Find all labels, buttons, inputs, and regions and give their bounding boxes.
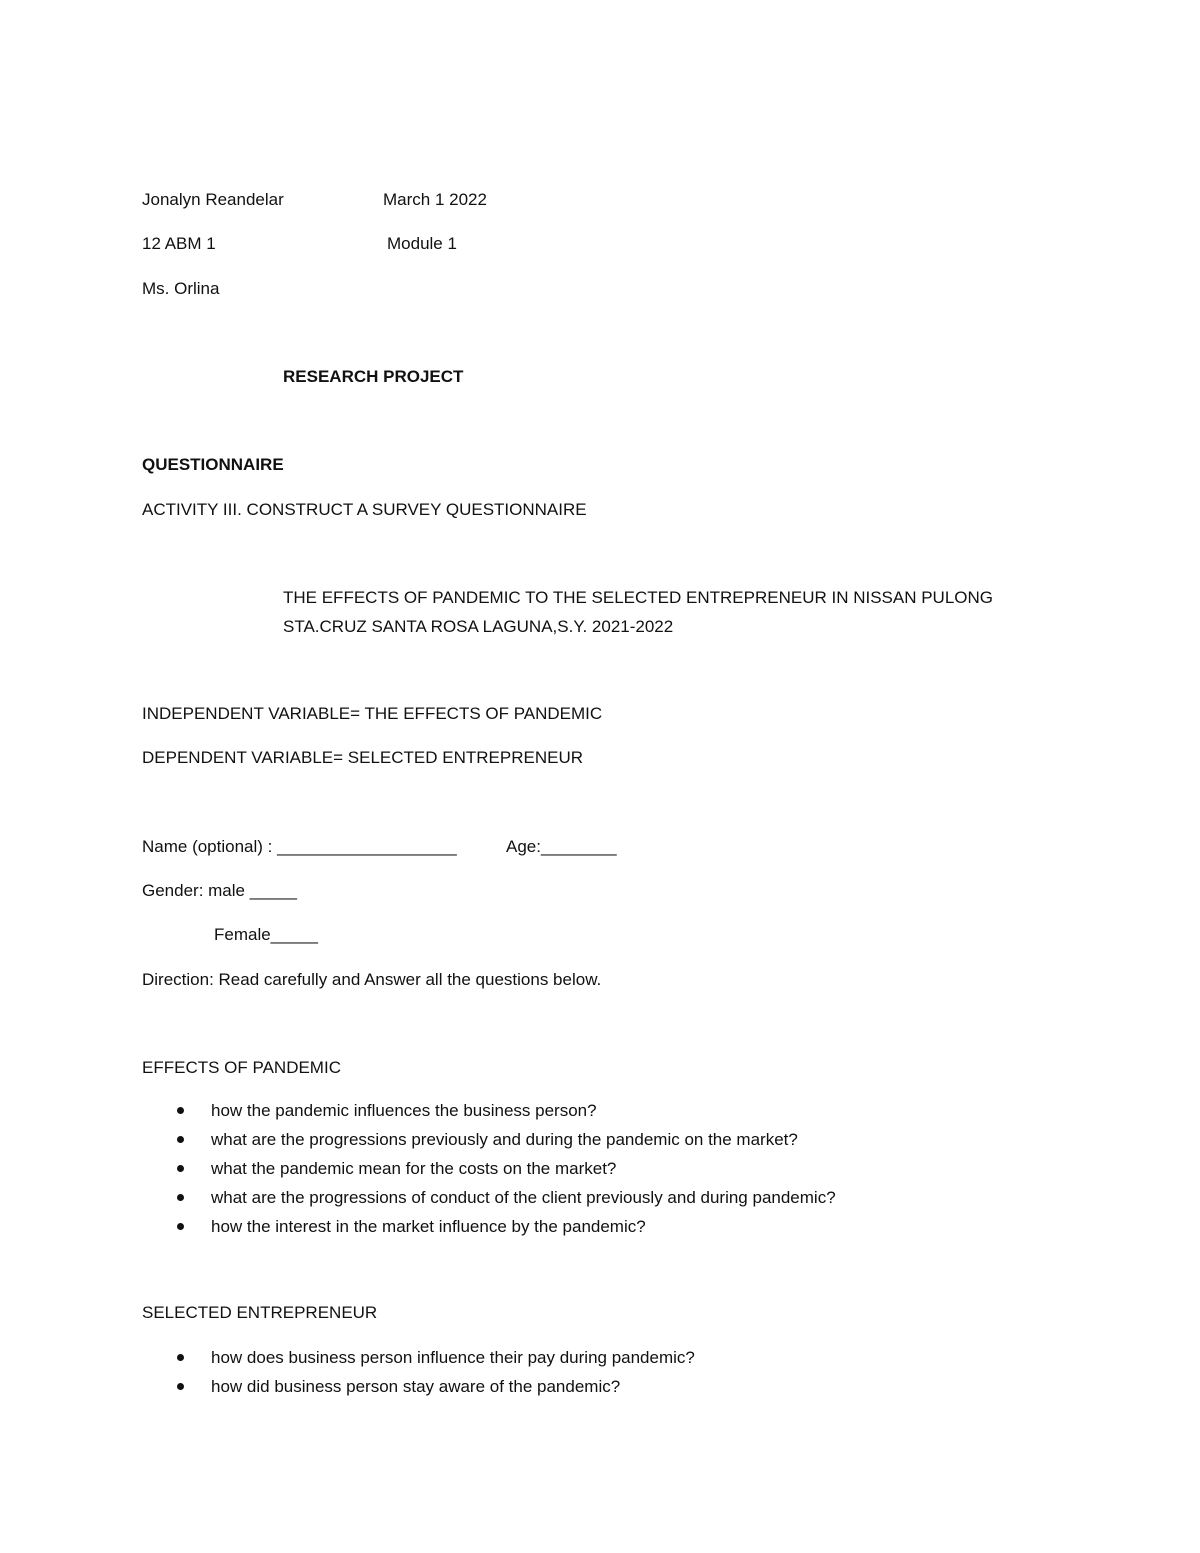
bullet-icon [177, 1354, 184, 1361]
entrepreneur-question-list [142, 1347, 695, 1405]
activity-heading: ACTIVITY III. CONSTRUCT A SURVEY QUESTIONNAIRE [142, 500, 587, 519]
study-title-line-2: STA.CRUZ SANTA ROSA LAGUNA,S.Y. 2021-2022 [283, 617, 674, 636]
section-heading-effects: EFFECTS OF PANDEMIC [142, 1058, 341, 1077]
teacher-name: Ms. Orlina [142, 279, 220, 298]
student-name: Jonalyn Reandelar [142, 190, 284, 209]
bullet-icon [177, 1383, 184, 1390]
document-title: RESEARCH PROJECT [283, 367, 464, 386]
direction-text: Direction: Read carefully and Answer all the questions below. [142, 970, 602, 989]
list-item: how the pandemic influences the business person? [142, 1100, 836, 1129]
gender-female-field: Female_____ [214, 925, 318, 944]
bullet-icon [177, 1107, 184, 1114]
bullet-icon [177, 1223, 184, 1230]
gender-male-field: Gender: male _____ [142, 881, 297, 900]
dependent-variable: DEPENDENT VARIABLE= SELECTED ENTREPRENEUR [142, 748, 584, 767]
study-title-line-1: THE EFFECTS OF PANDEMIC TO THE SELECTED ENTREPRENEUR IN NISSAN PULONG [283, 588, 994, 607]
bullet-icon [177, 1194, 184, 1201]
list-item: what are the progressions of conduct of the client previously and during pandemic? [142, 1187, 836, 1216]
document-date: March 1 2022 [383, 190, 487, 209]
list-item: how did business person stay aware of the pandemic? [142, 1376, 695, 1405]
class-section: 12 ABM 1 [142, 234, 216, 253]
independent-variable: INDEPENDENT VARIABLE= THE EFFECTS OF PANDEMIC [142, 704, 603, 723]
list-item: what are the progressions previously and during the pandemic on the market? [142, 1129, 836, 1158]
list-item: what the pandemic mean for the costs on the market? [142, 1158, 836, 1187]
bullet-icon [177, 1165, 184, 1172]
effects-question-list [142, 1100, 836, 1245]
list-item: how does business person influence their pay during pandemic? [142, 1347, 695, 1376]
name-field: Name (optional) : ___________________ [142, 837, 457, 856]
bullet-icon [177, 1136, 184, 1143]
section-heading-entrepreneur: SELECTED ENTREPRENEUR [142, 1303, 378, 1322]
module-label: Module 1 [387, 234, 457, 253]
age-field: Age:________ [506, 837, 617, 856]
list-item: how the interest in the market influence by the pandemic? [142, 1216, 836, 1245]
questionnaire-heading: QUESTIONNAIRE [142, 455, 284, 474]
